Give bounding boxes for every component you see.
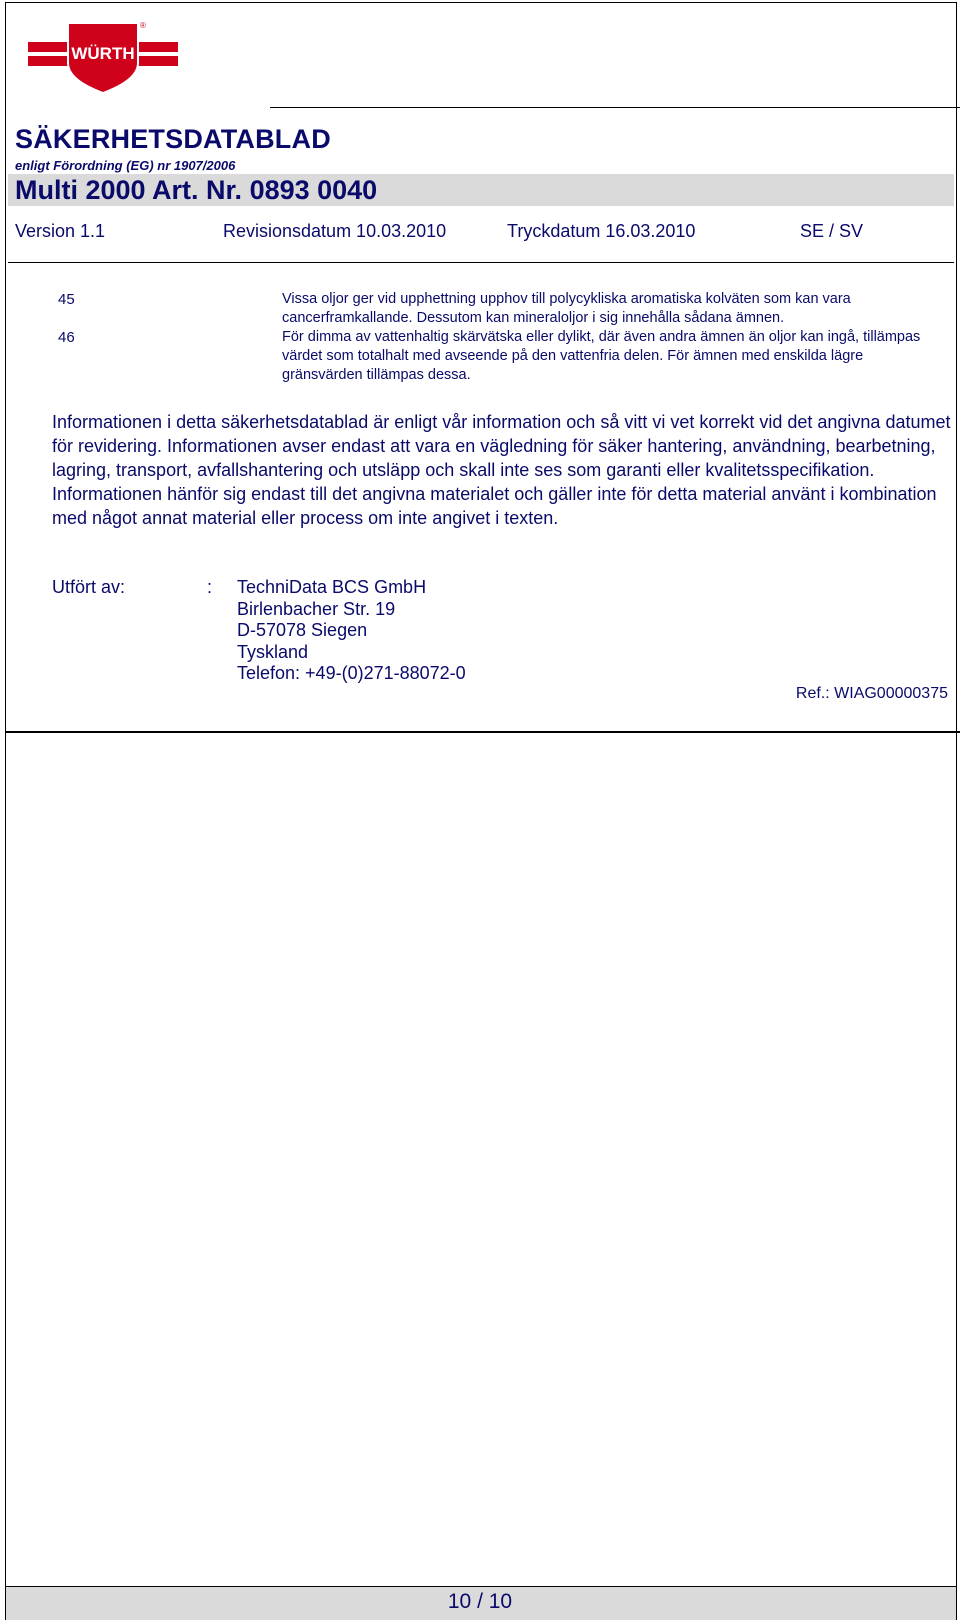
prepared-by-address: [237, 577, 466, 685]
street: Birlenbacher Str. 19: [237, 598, 396, 619]
product-name: Multi 2000 Art. Nr. 0893 0040: [15, 175, 378, 205]
prepared-by-label: Utfört av:: [52, 577, 126, 597]
header-rule: [270, 107, 960, 108]
locale: SE / SV: [800, 221, 864, 241]
page-frame: [5, 2, 957, 1620]
svg-text:®: ®: [140, 21, 146, 30]
prepared-by-colon: :: [207, 577, 213, 597]
content-end-rule: [6, 731, 960, 733]
logo-text: WÜRTH: [71, 44, 135, 63]
phone: Telefon: +49-(0)271-88072-0: [237, 663, 466, 684]
regulation-subtitle: enligt Förordning (EG) nr 1907/2006: [15, 158, 236, 173]
print-date: Tryckdatum 16.03.2010: [507, 221, 696, 241]
version: Version 1.1: [15, 221, 106, 241]
city: D-57078 Siegen: [237, 620, 368, 641]
company-name: TechniData BCS GmbH: [237, 577, 427, 597]
footnote-text: Vissa oljor ger vid upphettning upphov till polycykliska aromatiska kolväten som kan vara cancerframkallande. Dessutom kan mineraloljor i sig innehålla sådana ämnen.: [282, 291, 851, 326]
disclaimer-text: Informationen i detta säkerhetsdatablad är enligt vår information och så vitt vi vet korrekt vid det angivna datumet för revidering. Informationen avser endast att vara en vägledning för säker hantering, användning, bearbetning, lagring, transport, avfallshantering och utsläpp och skall inte ses som garanti eller kvalitetsspecifikation. Informationen hänför sig endast till det angivna materialet och gäller inte för detta material använt i kombination med något annat material eller process om inte angivet i texten.: [52, 412, 951, 528]
footnote-text: För dimma av vattenhaltig skärvätska eller dylikt, där även andra ämnen än oljor kan ingå, tillämpas värdet som totalhalt med avseende på den vattenfria delen. För ämnen med enskilda lägre gränsvärden tillämpas dessa.: [282, 329, 921, 383]
meta-rule: [8, 262, 954, 263]
footnote-number: 46: [58, 329, 75, 346]
footnote-number: 45: [58, 291, 75, 308]
reference-code: Ref.: WIAG00000375: [795, 685, 948, 702]
document-title: SÄKERHETSDATABLAD: [15, 124, 331, 154]
revision-date: Revisionsdatum 10.03.2010: [223, 221, 447, 241]
country: Tyskland: [237, 641, 309, 662]
page-number: 10 / 10: [447, 1590, 513, 1613]
wurth-logo: [28, 18, 178, 96]
